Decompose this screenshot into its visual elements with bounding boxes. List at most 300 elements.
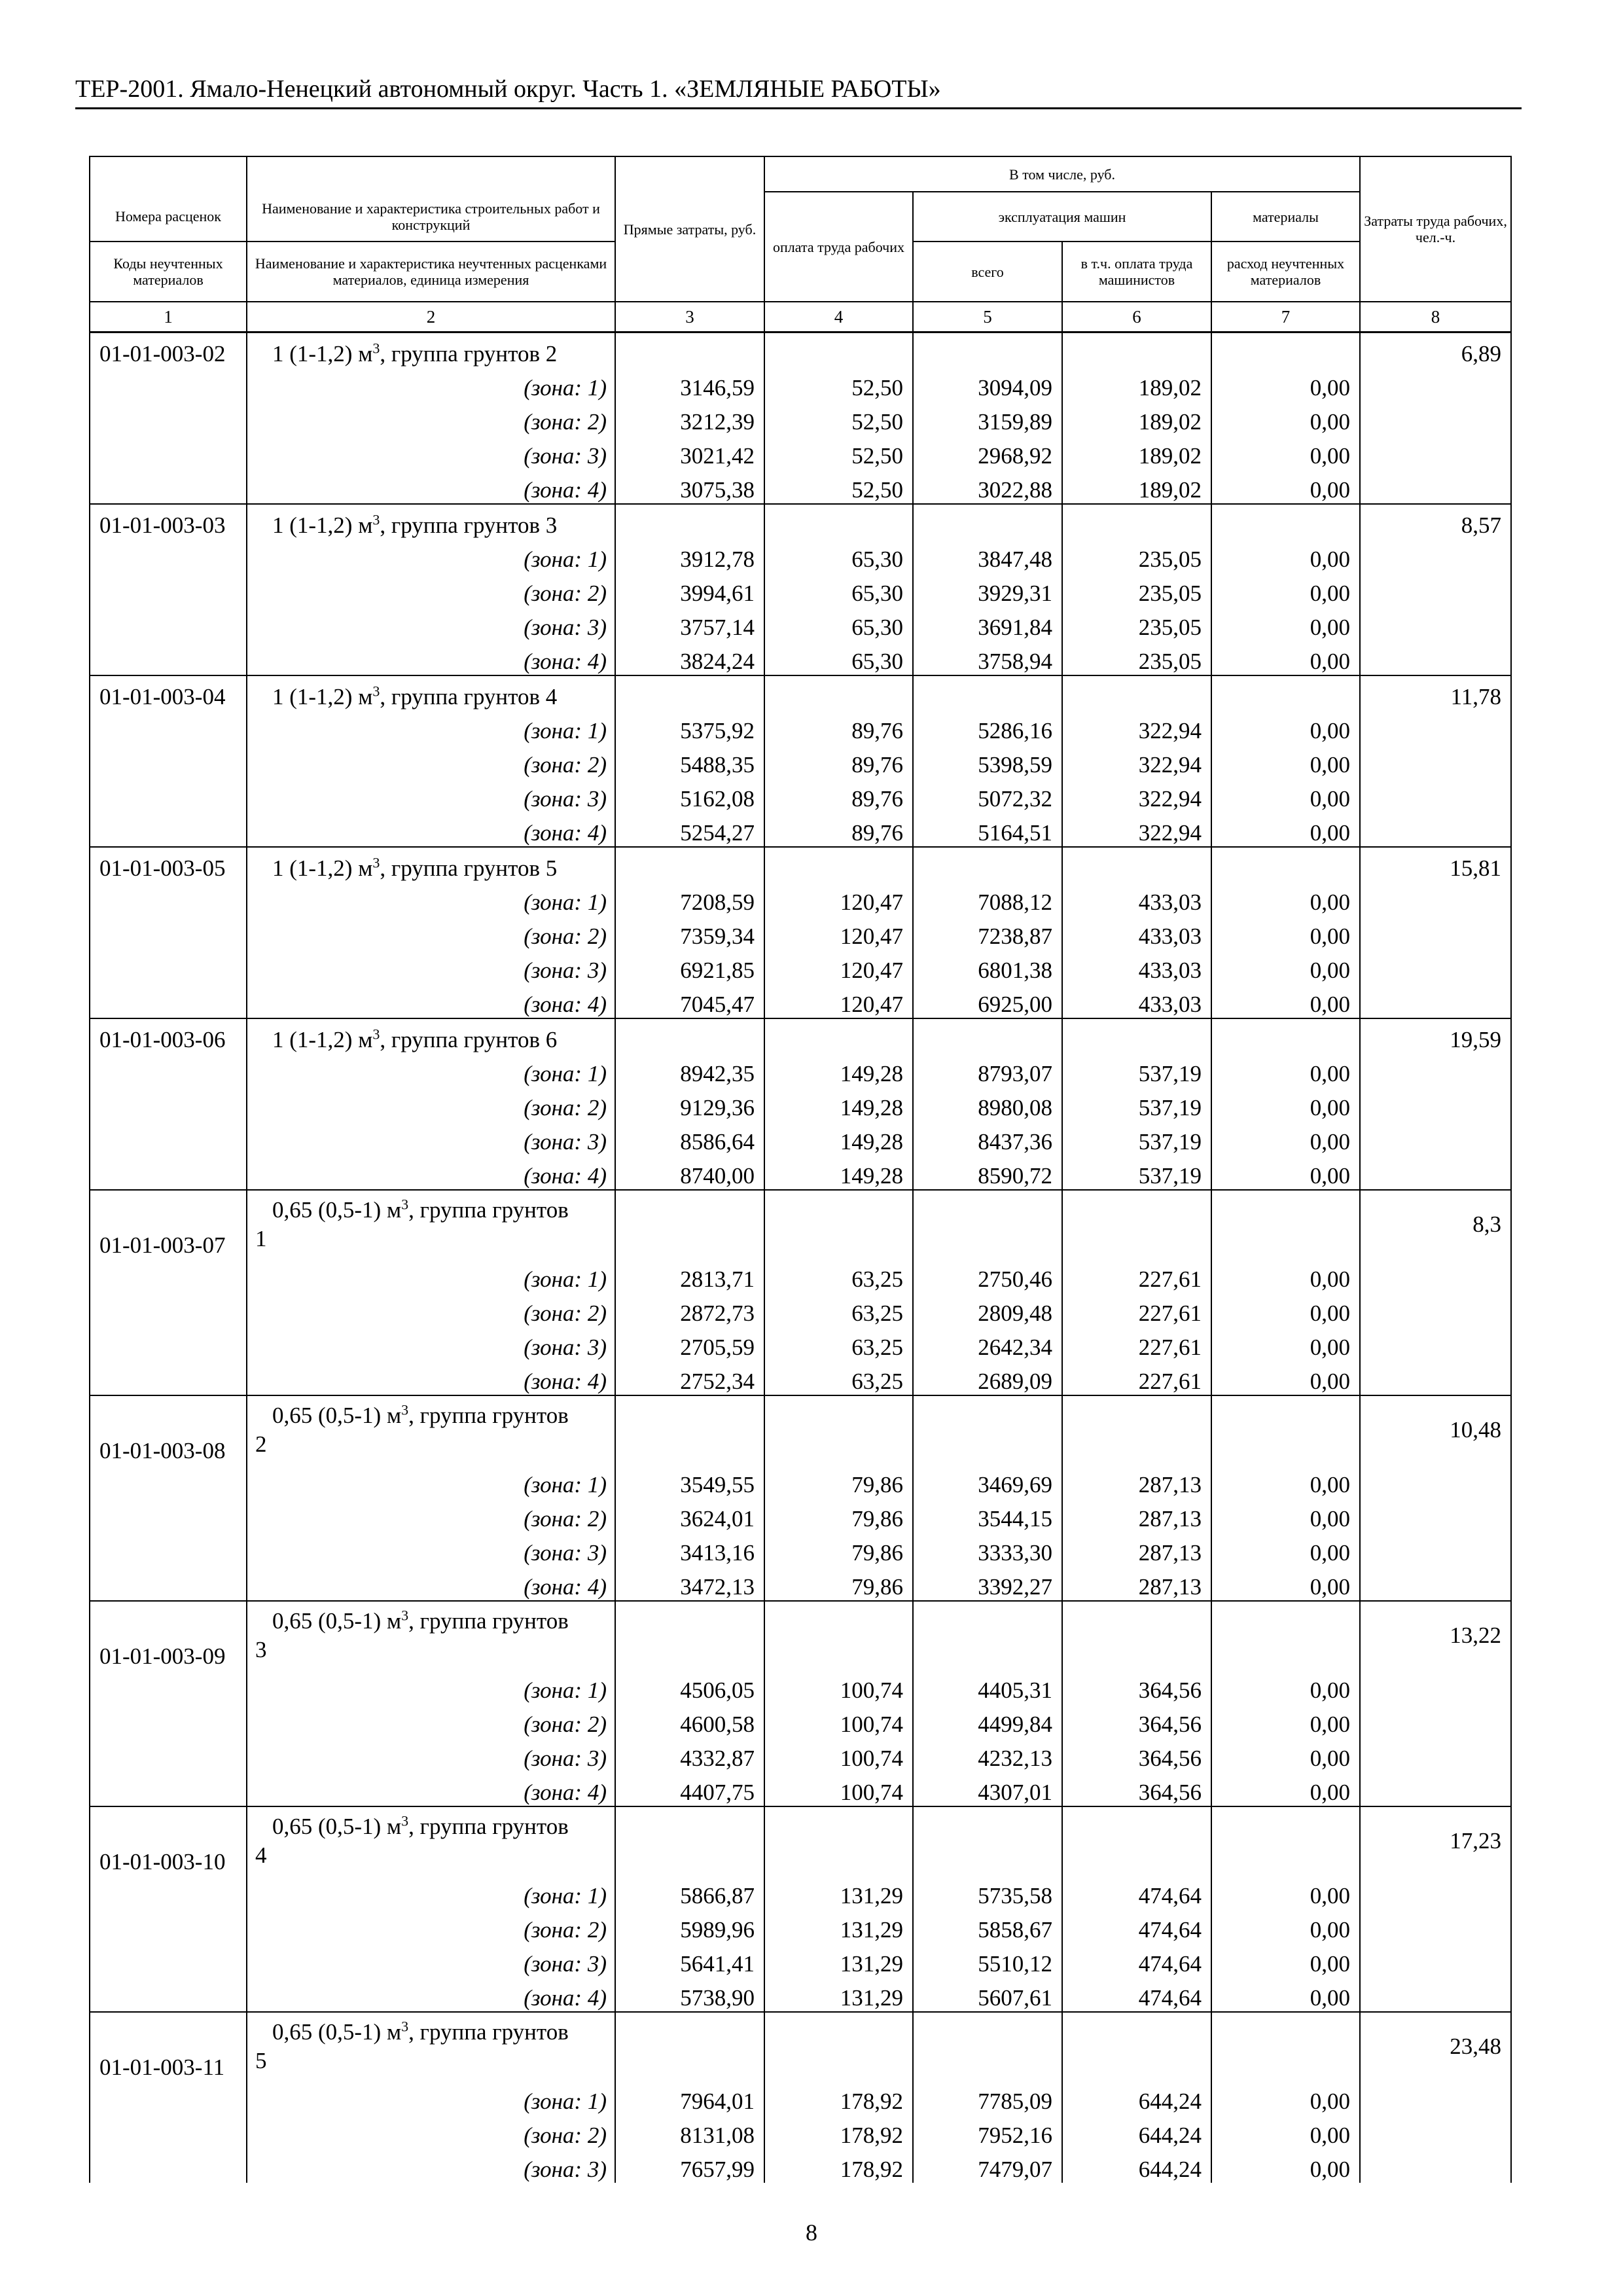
labor-pay-value: 79,86 <box>764 1464 913 1498</box>
operator-pay-value: 235,05 <box>1062 539 1211 573</box>
materials-value: 0,00 <box>1211 435 1360 469</box>
zone-label: (зона: 4) <box>247 1772 615 1806</box>
empty-cell <box>1360 607 1511 641</box>
materials-value: 0,00 <box>1211 641 1360 675</box>
empty-cell <box>1360 1361 1511 1395</box>
operator-pay-value: 644,24 <box>1062 2115 1211 2149</box>
rate-title-sup: 3 <box>401 1401 409 1418</box>
zone-label: (зона: 2) <box>247 1087 615 1121</box>
zone-label: (зона: 4) <box>247 1566 615 1601</box>
operator-pay-value: 537,19 <box>1062 1053 1211 1087</box>
labor-costs-value: 13,22 <box>1360 1601 1511 1670</box>
machines-total-value: 5398,59 <box>913 744 1062 778</box>
machines-total-value: 3929,31 <box>913 573 1062 607</box>
rate-title-line2: 5 <box>255 2048 267 2073</box>
operator-pay-value: 433,03 <box>1062 882 1211 916</box>
operator-pay-value: 235,05 <box>1062 641 1211 675</box>
zone-row <box>90 882 1511 916</box>
rate-title-line <box>272 341 557 367</box>
direct-costs-value: 9129,36 <box>615 1087 764 1121</box>
direct-costs-value: 3549,55 <box>615 1464 764 1498</box>
zone-label: (зона: 3) <box>247 1121 615 1155</box>
operator-pay-value: 433,03 <box>1062 916 1211 950</box>
rate-title-line <box>272 1196 615 1225</box>
direct-costs-value: 3212,39 <box>615 401 764 435</box>
col-number: 4 <box>764 302 913 332</box>
rate-title <box>247 1190 615 1259</box>
labor-pay-value: 52,50 <box>764 367 913 401</box>
empty-cell <box>1360 641 1511 675</box>
direct-costs-value: 4506,05 <box>615 1670 764 1704</box>
empty-cell <box>90 1977 247 2012</box>
rate-title-text: 0,65 (0,5-1) м <box>272 1814 402 1839</box>
materials-value: 0,00 <box>1211 401 1360 435</box>
rate-code: 01-01-003-07 <box>90 1190 247 1259</box>
zone-label: (зона: 3) <box>247 435 615 469</box>
empty-cell <box>1360 950 1511 984</box>
empty-cell <box>1062 2012 1211 2081</box>
machines-total-value: 3022,88 <box>913 469 1062 504</box>
empty-cell <box>90 1053 247 1087</box>
zone-label: (зона: 2) <box>247 1909 615 1943</box>
labor-pay-value: 149,28 <box>764 1053 913 1087</box>
empty-cell <box>764 1395 913 1464</box>
labor-costs-value: 8,57 <box>1360 504 1511 539</box>
materials-value: 0,00 <box>1211 1087 1360 1121</box>
operator-pay-value: 189,02 <box>1062 401 1211 435</box>
materials-value: 0,00 <box>1211 573 1360 607</box>
rate-title-rest: , группа грунтов <box>408 1403 569 1428</box>
zone-label: (зона: 1) <box>247 882 615 916</box>
operator-pay-value: 322,94 <box>1062 710 1211 744</box>
labor-costs-value: 15,81 <box>1360 847 1511 882</box>
rate-title-line <box>272 512 557 538</box>
empty-cell <box>90 950 247 984</box>
machines-total-value: 2968,92 <box>913 435 1062 469</box>
operator-pay-value: 287,13 <box>1062 1498 1211 1532</box>
empty-cell <box>90 1704 247 1738</box>
labor-pay-value: 120,47 <box>764 882 913 916</box>
rate-title-sup: 3 <box>372 511 380 528</box>
operator-pay-value: 235,05 <box>1062 607 1211 641</box>
operator-pay-value: 537,19 <box>1062 1087 1211 1121</box>
operator-pay-value: 474,64 <box>1062 1943 1211 1977</box>
machines-total-value: 5735,58 <box>913 1875 1062 1909</box>
labor-pay-value: 149,28 <box>764 1121 913 1155</box>
col-number: 8 <box>1360 302 1511 332</box>
direct-costs-value: 5866,87 <box>615 1875 764 1909</box>
labor-costs-value: 11,78 <box>1360 675 1511 710</box>
empty-cell <box>90 539 247 573</box>
empty-cell <box>90 367 247 401</box>
rate-title-line2: 1 <box>255 1226 267 1251</box>
empty-cell <box>90 1121 247 1155</box>
direct-costs-value: 3472,13 <box>615 1566 764 1601</box>
table-row <box>90 2012 1511 2081</box>
empty-cell <box>1360 1738 1511 1772</box>
direct-costs-value: 3146,59 <box>615 367 764 401</box>
zone-row <box>90 1155 1511 1190</box>
zone-row <box>90 1464 1511 1498</box>
zone-label: (зона: 2) <box>247 1293 615 1327</box>
zone-label: (зона: 2) <box>247 744 615 778</box>
empty-cell <box>764 1018 913 1053</box>
direct-costs-value: 7208,59 <box>615 882 764 916</box>
empty-cell <box>1360 1498 1511 1532</box>
zone-label: (зона: 1) <box>247 1875 615 1909</box>
zone-label: (зона: 4) <box>247 984 615 1018</box>
direct-costs-value: 2705,59 <box>615 1327 764 1361</box>
labor-pay-value: 149,28 <box>764 1087 913 1121</box>
rate-title <box>247 675 615 710</box>
zone-row <box>90 1121 1511 1155</box>
materials-value: 0,00 <box>1211 1464 1360 1498</box>
direct-costs-value: 3624,01 <box>615 1498 764 1532</box>
rate-title-line <box>272 855 557 881</box>
zone-label: (зона: 3) <box>247 1738 615 1772</box>
empty-cell <box>90 778 247 812</box>
rate-title-rest: , группа грунтов 3 <box>380 512 558 538</box>
empty-cell <box>1360 367 1511 401</box>
operator-pay-value: 227,61 <box>1062 1327 1211 1361</box>
zone-label: (зона: 2) <box>247 1498 615 1532</box>
materials-value: 0,00 <box>1211 1875 1360 1909</box>
empty-cell <box>90 1532 247 1566</box>
direct-costs-value: 6921,85 <box>615 950 764 984</box>
empty-cell <box>913 1018 1062 1053</box>
labor-pay-value: 100,74 <box>764 1772 913 1806</box>
machines-total-value: 7785,09 <box>913 2081 1062 2115</box>
materials-value: 0,00 <box>1211 1772 1360 1806</box>
empty-cell <box>615 1018 764 1053</box>
machines-total-value: 5286,16 <box>913 710 1062 744</box>
table-row <box>90 1395 1511 1464</box>
machines-total-value: 8793,07 <box>913 1053 1062 1087</box>
rate-title-sup: 3 <box>372 1026 380 1043</box>
zone-row <box>90 812 1511 847</box>
zone-label: (зона: 4) <box>247 469 615 504</box>
empty-cell <box>1360 1532 1511 1566</box>
rate-title-text: 1 (1-1,2) м <box>272 684 373 709</box>
operator-pay-value: 322,94 <box>1062 812 1211 847</box>
zone-row <box>90 1943 1511 1977</box>
empty-cell <box>90 1087 247 1121</box>
materials-value: 0,00 <box>1211 2081 1360 2115</box>
col-materials: материалы <box>1211 192 1360 242</box>
direct-costs-value: 7359,34 <box>615 916 764 950</box>
machines-total-value: 4307,01 <box>913 1772 1062 1806</box>
zone-row <box>90 1087 1511 1121</box>
operator-pay-value: 474,64 <box>1062 1977 1211 2012</box>
materials-value: 0,00 <box>1211 984 1360 1018</box>
direct-costs-value: 5641,41 <box>615 1943 764 1977</box>
zone-row <box>90 778 1511 812</box>
machines-total-value: 4499,84 <box>913 1704 1062 1738</box>
labor-costs-value: 10,48 <box>1360 1395 1511 1464</box>
labor-pay-value: 120,47 <box>764 916 913 950</box>
empty-cell <box>913 675 1062 710</box>
empty-cell <box>1360 573 1511 607</box>
materials-value: 0,00 <box>1211 1566 1360 1601</box>
operator-pay-value: 287,13 <box>1062 1566 1211 1601</box>
labor-pay-value: 52,50 <box>764 401 913 435</box>
empty-cell <box>1211 332 1360 368</box>
zone-row <box>90 1909 1511 1943</box>
empty-cell <box>90 1772 247 1806</box>
empty-cell <box>1360 2115 1511 2149</box>
labor-pay-value: 178,92 <box>764 2081 913 2115</box>
empty-cell <box>913 332 1062 368</box>
empty-cell <box>90 1566 247 1601</box>
col-labor-pay: оплата труда рабочих <box>764 192 913 302</box>
machines-total-value: 4405,31 <box>913 1670 1062 1704</box>
materials-value: 0,00 <box>1211 1259 1360 1293</box>
machines-total-value: 8980,08 <box>913 1087 1062 1121</box>
machines-total-value: 3392,27 <box>913 1566 1062 1601</box>
rate-code: 01-01-003-09 <box>90 1601 247 1670</box>
labor-pay-value: 89,76 <box>764 710 913 744</box>
empty-cell <box>1360 812 1511 847</box>
direct-costs-value: 3994,61 <box>615 573 764 607</box>
rate-title-sup: 3 <box>372 683 380 700</box>
direct-costs-value: 3075,38 <box>615 469 764 504</box>
materials-value: 0,00 <box>1211 778 1360 812</box>
operator-pay-value: 433,03 <box>1062 984 1211 1018</box>
page-number: 8 <box>806 2219 817 2246</box>
empty-cell <box>1360 435 1511 469</box>
empty-cell <box>90 1327 247 1361</box>
rate-title-sup: 3 <box>401 1196 409 1213</box>
rate-title-rest: , группа грунтов 4 <box>380 684 558 709</box>
direct-costs-value: 3824,24 <box>615 641 764 675</box>
empty-cell <box>1062 1395 1211 1464</box>
machines-total-value: 3333,30 <box>913 1532 1062 1566</box>
empty-cell <box>764 847 913 882</box>
empty-cell <box>90 1293 247 1327</box>
empty-cell <box>1211 504 1360 539</box>
empty-cell <box>1360 984 1511 1018</box>
table-row <box>90 1018 1511 1053</box>
labor-costs-value: 19,59 <box>1360 1018 1511 1053</box>
empty-cell <box>1360 2149 1511 2183</box>
zone-row <box>90 1053 1511 1087</box>
materials-value: 0,00 <box>1211 1704 1360 1738</box>
col-codes: Коды неучтенных материалов <box>90 242 247 302</box>
empty-cell <box>1062 332 1211 368</box>
zone-label: (зона: 4) <box>247 1155 615 1190</box>
rate-code: 01-01-003-11 <box>90 2012 247 2081</box>
materials-value: 0,00 <box>1211 1327 1360 1361</box>
machines-total-value: 7479,07 <box>913 2149 1062 2183</box>
zone-row <box>90 539 1511 573</box>
zone-label: (зона: 2) <box>247 916 615 950</box>
rate-title-line <box>272 2018 615 2047</box>
machines-total-value: 5858,67 <box>913 1909 1062 1943</box>
col-number: 7 <box>1211 302 1360 332</box>
zone-row <box>90 1738 1511 1772</box>
direct-costs-value: 5162,08 <box>615 778 764 812</box>
operator-pay-value: 189,02 <box>1062 367 1211 401</box>
labor-pay-value: 178,92 <box>764 2115 913 2149</box>
empty-cell <box>90 1259 247 1293</box>
materials-value: 0,00 <box>1211 367 1360 401</box>
operator-pay-value: 287,13 <box>1062 1464 1211 1498</box>
materials-value: 0,00 <box>1211 812 1360 847</box>
operator-pay-value: 322,94 <box>1062 778 1211 812</box>
machines-total-value: 7238,87 <box>913 916 1062 950</box>
direct-costs-value: 5488,35 <box>615 744 764 778</box>
rate-title-rest: , группа грунтов 5 <box>380 855 558 881</box>
labor-pay-value: 63,25 <box>764 1259 913 1293</box>
operator-pay-value: 287,13 <box>1062 1532 1211 1566</box>
labor-pay-value: 65,30 <box>764 539 913 573</box>
col-including: В том числе, руб. <box>764 156 1360 192</box>
empty-cell <box>913 1190 1062 1259</box>
zone-label: (зона: 1) <box>247 1464 615 1498</box>
machines-total-value: 7088,12 <box>913 882 1062 916</box>
machines-total-value: 5164,51 <box>913 812 1062 847</box>
empty-cell <box>1360 1155 1511 1190</box>
labor-pay-value: 65,30 <box>764 641 913 675</box>
materials-value: 0,00 <box>1211 1738 1360 1772</box>
labor-costs-value: 23,48 <box>1360 2012 1511 2081</box>
materials-value: 0,00 <box>1211 607 1360 641</box>
empty-cell <box>90 882 247 916</box>
col-number: 6 <box>1062 302 1211 332</box>
zone-label: (зона: 2) <box>247 573 615 607</box>
machines-total-value: 3159,89 <box>913 401 1062 435</box>
zone-label: (зона: 1) <box>247 367 615 401</box>
zone-row <box>90 984 1511 1018</box>
table-row <box>90 1190 1511 1259</box>
empty-cell <box>764 1190 913 1259</box>
empty-cell <box>1360 1053 1511 1087</box>
operator-pay-value: 433,03 <box>1062 950 1211 984</box>
zone-row <box>90 573 1511 607</box>
empty-cell <box>1360 1259 1511 1293</box>
zone-row <box>90 1670 1511 1704</box>
col-number: 5 <box>913 302 1062 332</box>
rate-title <box>247 504 615 539</box>
machines-total-value: 6801,38 <box>913 950 1062 984</box>
empty-cell <box>90 641 247 675</box>
machines-total-value: 3758,94 <box>913 641 1062 675</box>
labor-costs-value: 8,3 <box>1360 1190 1511 1259</box>
empty-cell <box>90 812 247 847</box>
zone-label: (зона: 4) <box>247 1977 615 2012</box>
direct-costs-value: 8131,08 <box>615 2115 764 2149</box>
empty-cell <box>1360 1464 1511 1498</box>
col-name-materials: Наименование и характеристика неучтенных расценками материалов, единица измерения <box>247 242 615 302</box>
empty-cell <box>764 675 913 710</box>
rate-title-rest: , группа грунтов 2 <box>380 341 558 367</box>
labor-pay-value: 65,30 <box>764 573 913 607</box>
empty-cell <box>90 1155 247 1190</box>
direct-costs-value: 7964,01 <box>615 2081 764 2115</box>
labor-pay-value: 89,76 <box>764 812 913 847</box>
rate-title-text: 0,65 (0,5-1) м <box>272 2019 402 2045</box>
empty-cell <box>1211 1395 1360 1464</box>
col-name-spacer <box>247 156 615 192</box>
machines-total-value: 5607,61 <box>913 1977 1062 2012</box>
zone-row <box>90 2149 1511 2183</box>
rate-title-line <box>272 1607 615 1636</box>
zone-row <box>90 1772 1511 1806</box>
rate-title-text: 0,65 (0,5-1) м <box>272 1608 402 1634</box>
empty-cell <box>1211 1190 1360 1259</box>
direct-costs-value: 7045,47 <box>615 984 764 1018</box>
materials-value: 0,00 <box>1211 1293 1360 1327</box>
empty-cell <box>1360 744 1511 778</box>
labor-pay-value: 52,50 <box>764 469 913 504</box>
rate-title-line2: 4 <box>255 1842 267 1868</box>
operator-pay-value: 364,56 <box>1062 1670 1211 1704</box>
zone-row <box>90 744 1511 778</box>
direct-costs-value: 8942,35 <box>615 1053 764 1087</box>
empty-cell <box>90 1875 247 1909</box>
empty-cell <box>615 2012 764 2081</box>
rate-title <box>247 1018 615 1053</box>
rate-title-text: 1 (1-1,2) м <box>272 855 373 881</box>
empty-cell <box>615 1601 764 1670</box>
empty-cell <box>1360 1943 1511 1977</box>
labor-pay-value: 100,74 <box>764 1738 913 1772</box>
empty-cell <box>90 916 247 950</box>
zone-label: (зона: 1) <box>247 1670 615 1704</box>
labor-pay-value: 63,25 <box>764 1293 913 1327</box>
labor-costs-value: 6,89 <box>1360 332 1511 368</box>
empty-cell <box>1211 1601 1360 1670</box>
rate-title-sup: 3 <box>372 340 380 357</box>
empty-cell <box>1062 1190 1211 1259</box>
empty-cell <box>1062 675 1211 710</box>
direct-costs-value: 7657,99 <box>615 2149 764 2183</box>
empty-cell <box>1360 401 1511 435</box>
rate-title-rest: , группа грунтов <box>408 1814 569 1839</box>
zone-row <box>90 2081 1511 2115</box>
empty-cell <box>90 1943 247 1977</box>
labor-pay-value: 65,30 <box>764 607 913 641</box>
rate-title-sup: 3 <box>401 1812 409 1829</box>
zone-row <box>90 401 1511 435</box>
labor-pay-value: 52,50 <box>764 435 913 469</box>
zone-label: (зона: 3) <box>247 950 615 984</box>
operator-pay-value: 322,94 <box>1062 744 1211 778</box>
empty-cell <box>1360 1293 1511 1327</box>
zone-row <box>90 2115 1511 2149</box>
operator-pay-value: 364,56 <box>1062 1704 1211 1738</box>
empty-cell <box>90 607 247 641</box>
rates-table <box>89 156 1512 2183</box>
empty-cell <box>1360 916 1511 950</box>
empty-cell <box>764 2012 913 2081</box>
zone-row <box>90 367 1511 401</box>
empty-cell <box>90 469 247 504</box>
machines-total-value: 3691,84 <box>913 607 1062 641</box>
rate-code: 01-01-003-10 <box>90 1806 247 1875</box>
zone-row <box>90 641 1511 675</box>
machines-total-value: 4232,13 <box>913 1738 1062 1772</box>
rate-title-line <box>272 1812 615 1841</box>
empty-cell <box>1360 1875 1511 1909</box>
zone-label: (зона: 4) <box>247 641 615 675</box>
empty-cell <box>1211 1018 1360 1053</box>
rate-title <box>247 332 615 368</box>
col-number: 1 <box>90 302 247 332</box>
operator-pay-value: 235,05 <box>1062 573 1211 607</box>
empty-cell <box>913 1601 1062 1670</box>
machines-total-value: 3469,69 <box>913 1464 1062 1498</box>
